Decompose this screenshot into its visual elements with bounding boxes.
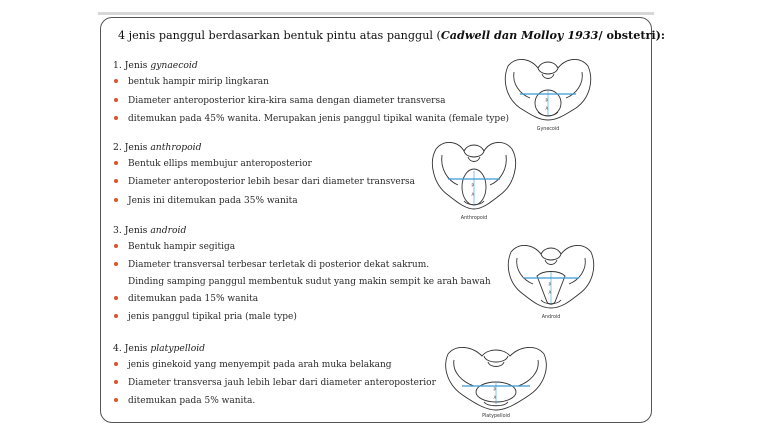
heading-suffix: / obstetri):: [598, 28, 666, 42]
svg-text:P: P: [493, 387, 496, 392]
bullet-icon: [114, 262, 118, 266]
heading-authors: Cadwell dan Molloy 1933: [440, 28, 599, 42]
heading-prefix: 4 jenis panggul berdasarkan bentuk pintu atas panggul (: [118, 29, 441, 42]
section-title-gynaecoid: 1. Jenis gynaecoid: [113, 60, 198, 71]
bullet-icon: [114, 244, 118, 248]
pelvis-android-illustration: [503, 236, 599, 314]
pelvis-anthropoid-illustration: [426, 135, 522, 215]
bullet-item: Diameter anteroposterior lebih besar dari diameter transversa: [114, 177, 415, 187]
bullet-icon: [114, 296, 118, 300]
section-title-android: 3. Jenis android: [113, 225, 187, 236]
page-heading: [118, 28, 665, 42]
section-title-platypelloid: 4. Jenis platypelloid: [113, 343, 206, 354]
bullet-item: Bentuk hampir segitiga: [114, 242, 235, 252]
svg-text:P: P: [545, 98, 548, 103]
bullet-icon: [114, 314, 118, 318]
bullet-icon: [114, 380, 118, 384]
figure-caption-platypelloid: Platypelloid: [482, 414, 510, 419]
figure-caption-android: Android: [541, 315, 561, 320]
svg-text:A: A: [493, 395, 497, 400]
section-title-anthropoid: 2. Jenis anthropoid: [113, 142, 202, 153]
bullet-item: Diameter anteroposterior kira-kira sama dengan diameter transversa: [114, 96, 445, 106]
bullet-item: jenis ginekoid yang menyempit pada arah muka belakang: [114, 360, 392, 370]
bullet-continuation: Dinding samping panggul membentuk sudut yang makin sempit ke arah bawah: [128, 277, 491, 287]
figure-caption-anthropoid: Anthropoid: [460, 216, 488, 221]
svg-text:A: A: [545, 106, 549, 111]
bullet-item: Bentuk ellips membujur anteroposterior: [114, 159, 312, 169]
figure-caption-gynecoid: Gynecoid: [536, 127, 560, 132]
bullet-icon: [114, 116, 118, 120]
bullet-icon: [114, 198, 118, 202]
bullet-item: ditemukan pada 15% wanita: [114, 294, 258, 304]
svg-text:P: P: [548, 282, 551, 287]
bullet-icon: [114, 161, 118, 165]
bullet-item: jenis panggul tipikal pria (male type): [114, 312, 297, 322]
bullet-icon: [114, 79, 118, 83]
pelvis-platypelloid-illustration: [440, 340, 552, 414]
svg-text:P: P: [471, 183, 474, 188]
bullet-item: Diameter transversal terbesar terletak di posterior dekat sakrum.: [114, 260, 429, 270]
pelvis-gynecoid-illustration: [500, 50, 596, 126]
bullet-icon: [114, 179, 118, 183]
top-divider: [98, 12, 654, 15]
bullet-item: Diameter transversa jauh lebih lebar dari diameter anteroposterior: [114, 378, 436, 388]
bullet-icon: [114, 362, 118, 366]
svg-text:A: A: [548, 290, 552, 295]
svg-text:A: A: [471, 192, 475, 197]
bullet-item: ditemukan pada 5% wanita.: [114, 396, 255, 406]
bullet-icon: [114, 398, 118, 402]
bullet-icon: [114, 98, 118, 102]
bullet-item: ditemukan pada 45% wanita. Merupakan jenis panggul tipikal wanita (female type): [114, 114, 509, 124]
bullet-item: bentuk hampir mirip lingkaran: [114, 77, 269, 87]
bullet-item: Jenis ini ditemukan pada 35% wanita: [114, 196, 298, 206]
